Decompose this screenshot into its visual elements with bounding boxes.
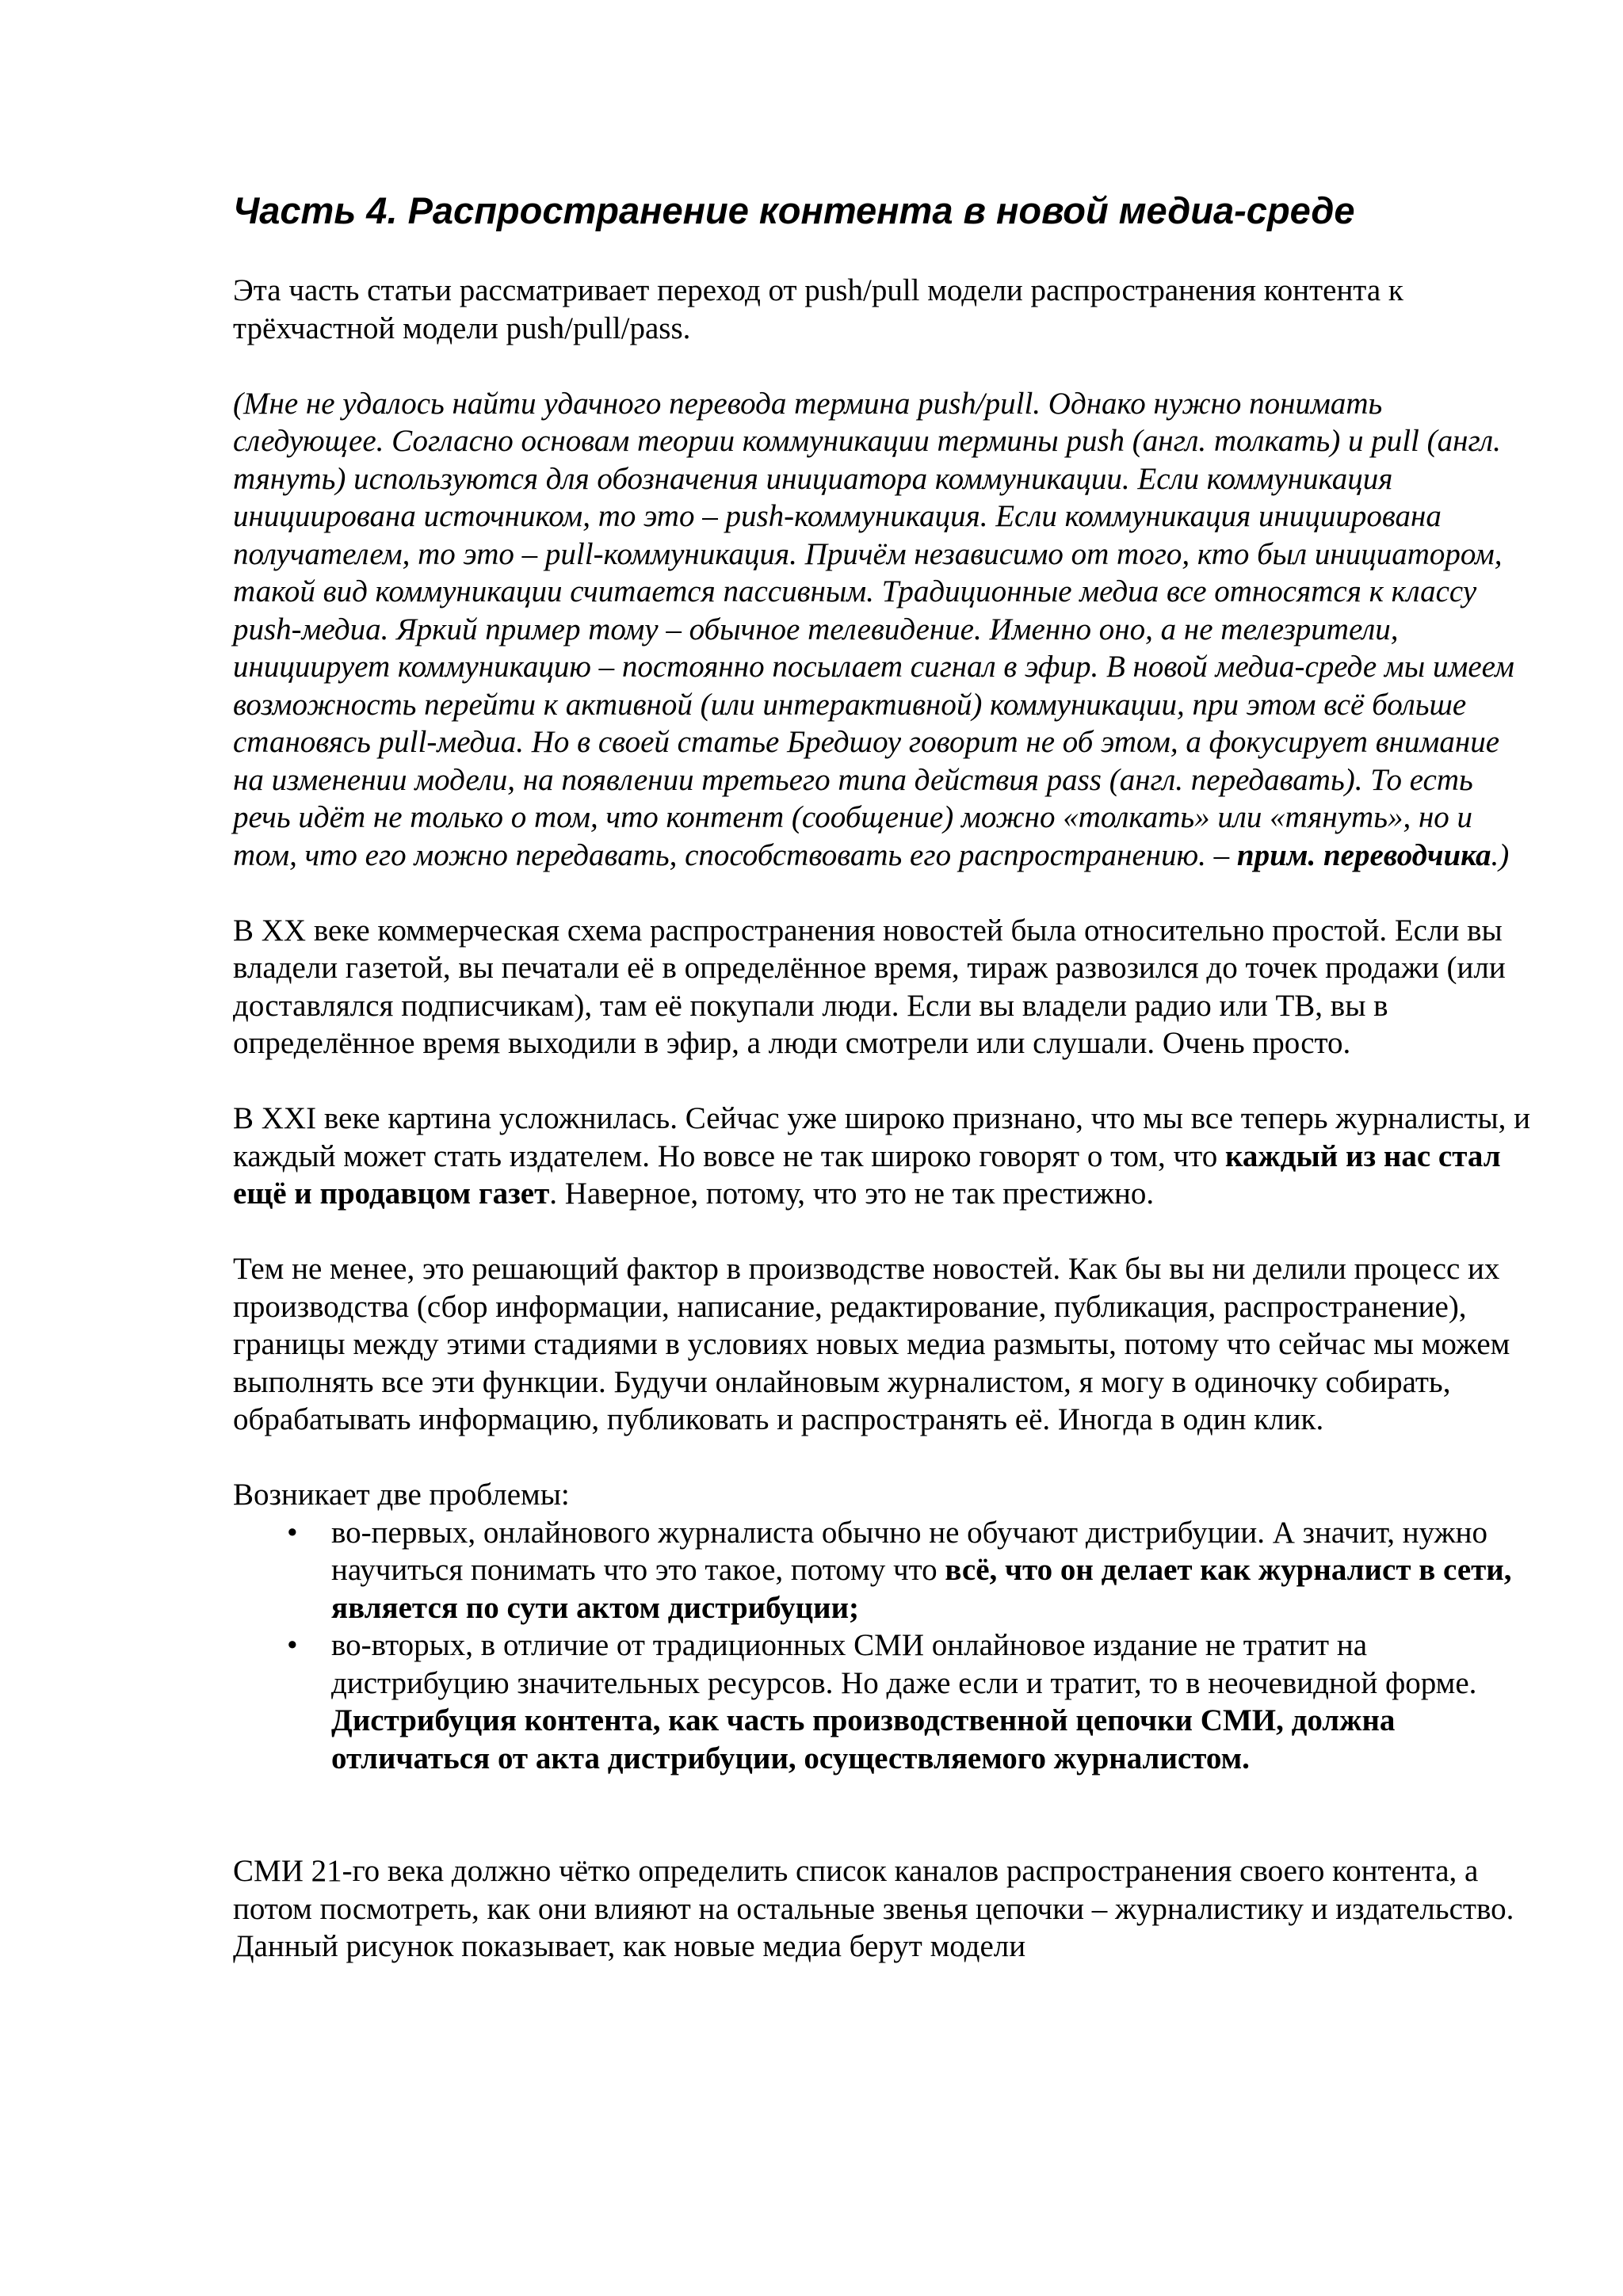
list-item-emphasis: всё, что он делает как журналист в сети, является по сути актом дистрибуции; (331, 1553, 1512, 1625)
list-item-emphasis: Дистрибуция контента, как часть производственной цепочки СМИ, должна отличаться от акта дистрибуции, осуществляемого журналистом. (331, 1703, 1396, 1775)
spacer (233, 1777, 1533, 1852)
paragraph-media-21st-century: СМИ 21-го века должно чётко определить список каналов распространения своего контента, а потом посмотреть, как они влияют на остальные звенья цепочки – журналистику и издательство. Данный рисунок показывает, как новые медиа берут модели (233, 1854, 1514, 1963)
bullet-icon: • (287, 1628, 298, 1662)
intro-paragraph: Эта часть статьи рассматривает переход от push/pull модели распространения контента к трёхчастной модели push/pull/pass. (233, 273, 1403, 345)
translator-note-signature: прим. переводчика (1236, 837, 1491, 872)
list-item-text: во-первых, онлайнового журналиста обычно не обучают дистрибуции. А значит, нужно научиться понимать что это такое, потому что (331, 1515, 1487, 1587)
problems-list (233, 1514, 1533, 1778)
translator-note (233, 385, 1533, 875)
paragraph-20th-century: В XX веке коммерческая схема распространения новостей была относительно простой. Если вы владели газетой, вы печатали её в определённое время, тираж развозился до точек продажи (или доставлялся подписчикам), там её покупали люди. Если вы владели радио или ТВ, вы в определённое время выходили в эфир, а люди смотрели или слушали. Очень просто. (233, 913, 1506, 1060)
paragraph-21st-century-emphasis: каждый из нас стал ещё и продавцом газет (233, 1138, 1501, 1211)
section-title: Часть 4. Распространение контента в новой медиа-среде (233, 189, 1355, 231)
document-body (233, 187, 1533, 2003)
paragraph-news-production: Тем не менее, это решающий фактор в производстве новостей. Как бы вы ни делили процесс их производства (сбор информации, написание, редактирование, публикация, распространение), границы между этими стадиями в условиях новых медиа размыты, потому что сейчас мы можем выполнять все эти функции. Будучи онлайновым журналистом, я могу в одиночку собирать, обрабатывать информацию, публиковать и распространять её. Иногда в один клик. (233, 1252, 1510, 1436)
translator-note-text: (Мне не удалось найти удачного перевода термина push/pull. Однако нужно понимать следующее. Согласно основам теории коммуникации термины push (англ. толкать) и pull (англ. тянуть) используются для обозначения инициатора коммуникации. Если коммуникация инициирована источником, то это – push-коммуникация. Если коммуникация инициирована получателем, то это – pull-коммуникация. Причём независимо от того, кто был инициатором, такой вид коммуникации считается пассивным. Традиционные медиа все относятся к классу push-медиа. Яркий пример тому – обычное телевидение. Именно оно, а не телезрители, инициирует коммуникацию – постоянно посылает сигнал в эфир. В новой медиа-среде мы имеем возможность перейти к активной (или интерактивной) коммуникации, при этом всё больше становясь pull-медиа. Но в своей статье Бредшоу говорит не об этом, а фокусирует внимание на изменении модели, на появлении третьего типа действия pass (англ. передавать). То есть речь идёт не только о том, что контент (сообщение) можно «толкать» или «тянуть», но и том, что его можно передавать, способствовать его распространению. – (233, 386, 1514, 872)
list-item (233, 1514, 1533, 1627)
paragraph-21st-century (233, 1100, 1533, 1213)
paragraph-21st-century-end: . Наверное, потому, что это не так престижно. (549, 1177, 1155, 1211)
paragraph-21st-century-start: В XXI веке картина усложнилась. Сейчас уже широко признано, что мы все теперь журналисты, и каждый может стать издателем. Но вовсе не так широко говорят о том, что (233, 1101, 1531, 1173)
list-item (233, 1627, 1533, 1777)
problems-intro: Возникает две проблемы: (233, 1478, 570, 1512)
translator-note-end: .) (1491, 837, 1510, 872)
list-item-text: во-вторых, в отличие от традиционных СМИ онлайновое издание не тратит на дистрибуцию значительных ресурсов. Но даже если и тратит, то в неочевидной форме. (331, 1628, 1477, 1700)
bullet-icon: • (287, 1515, 298, 1550)
